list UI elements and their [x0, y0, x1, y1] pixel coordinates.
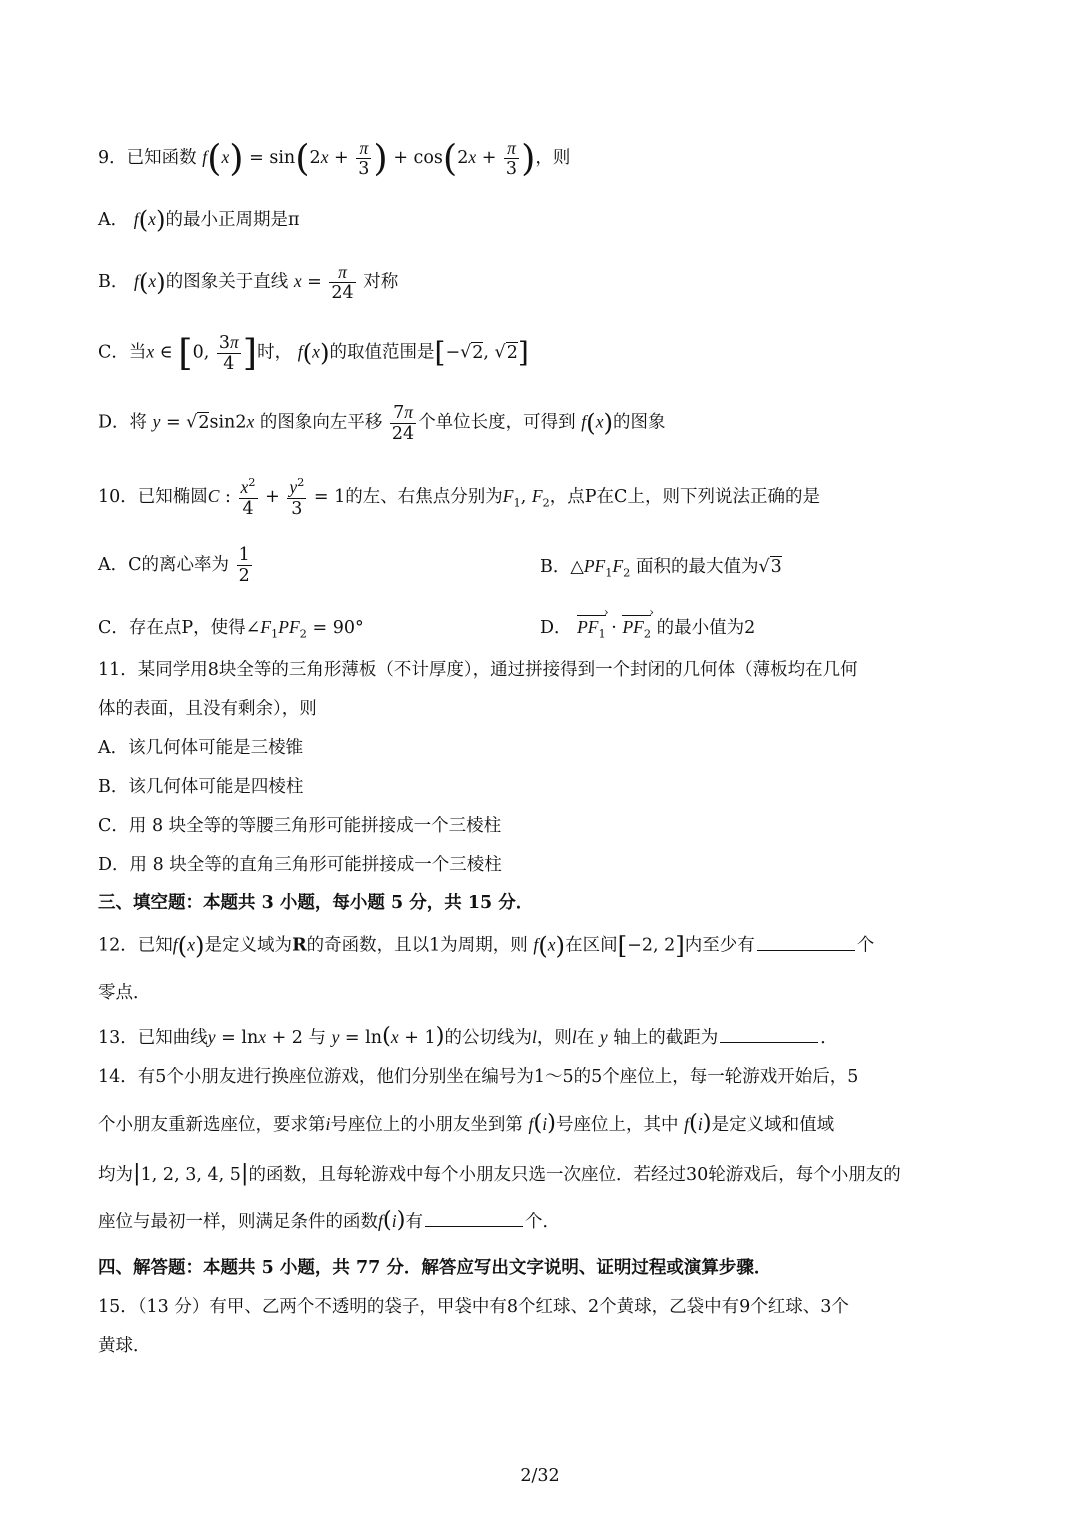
q11-line2: 体的表面，且没有剩余），则 — [98, 699, 317, 719]
section-heading-3: 三、填空题：本题共 3 小题，每小题 5 分，共 15 分． — [98, 893, 534, 913]
q9-option-a: A． f(x)的最小正周期是π — [98, 205, 300, 234]
q13: 13．已知曲线y = lnx + 2 与 y = ln(x + 1)的公切线为l，则l在 y 轴上的截距为 ． — [98, 1023, 838, 1049]
q11-option-b: B．该几何体可能是四棱柱 — [98, 777, 304, 797]
q12-line2: 零点． — [98, 983, 151, 1003]
q9-stem: 9．已知函数 f(x) = sin(2x + $\frac{\pi}{3}$ ) + cos(2x + $\frac{\pi}{3}$ )，则 — [98, 136, 571, 180]
q14-line2: 个小朋友重新选座位，要求第i号座位上的小朋友坐到第 f(i)号座位上，其中 f(i)是定义域和值域 — [98, 1110, 835, 1136]
q11-line1: 11．某同学用8块全等的三角形薄板（不计厚度），通过拼接得到一个封闭的几何体（薄板均在几何 — [98, 660, 858, 680]
q15-line2: 黄球． — [98, 1336, 151, 1356]
q11-option-a: A．该几何体可能是三棱锥 — [98, 738, 304, 758]
q9-option-b: B． f(x)的图象关于直线 x = $\frac{\pi}{24}$ 对称 — [98, 262, 399, 304]
q10-option-a: A．C的离心率为 $\frac{1}{2}$ — [98, 545, 250, 587]
q10-stem: 10．已知椭圆C : $\frac{x^2}{4}$ + $\frac{y^2}{3}$ = 1的左、右焦点分别为$F_1$, $F_2$，点P在C上，则下列说法正确的是 — [98, 475, 820, 519]
page-number: 2/32 — [520, 1466, 560, 1486]
q10-option-b: B．$\triangle PF_1F_2$ 面积的最大值为√3 — [540, 556, 782, 580]
section-heading-4: 四、解答题：本题共 5 小题，共 77 分．解答应写出文字说明、证明过程或演算步骤． — [98, 1258, 772, 1278]
q15-line1: 15．（13 分）有甲、乙两个不透明的袋子，甲袋中有8个红球、2个黄球，乙袋中有9个红球、3个 — [98, 1297, 849, 1317]
q14-line4: 座位与最初一样，则满足条件的函数f(i)有 个． — [98, 1207, 561, 1233]
q10-option-c: C．存在点P，使得$\angle F_1PF_2 = 90^\circ$ — [98, 617, 364, 641]
q9-option-c: C．当x ∈ [0, $\frac{3\pi}{4}$ ]时， f(x)的取值范围是[−√2, √2] — [98, 330, 529, 375]
q12-line1: 12．已知f(x)是定义域为R的奇函数，且以1为周期，则 f(x)在区间[−2, 2]内至少有 个 — [98, 930, 875, 960]
q14-line3: 均为|1, 2, 3, 4, 5|的函数，且每轮游戏中每个小朋友只选一次座位．若经过30轮游戏后，每个小朋友的 — [98, 1160, 901, 1186]
q11-option-c: C．用 8 块全等的等腰三角形可能拼接成一个三棱柱 — [98, 816, 502, 836]
q10-option-d: D． $PF_1$ › · $PF_2$ › 的最小值为2 — [540, 617, 755, 641]
q11-option-d: D．用 8 块全等的直角三角形可能拼接成一个三棱柱 — [98, 855, 502, 875]
q9-option-d: D．将 y = √2sin2x 的图象向左平移 $\frac{7\pi}{24}$ 个单位长度，可得到 f(x)的图象 — [98, 402, 666, 445]
q14-line1: 14．有5个小朋友进行换座位游戏，他们分别坐在编号为1～5的5个座位上，每一轮游戏开始后，5 — [98, 1067, 859, 1087]
